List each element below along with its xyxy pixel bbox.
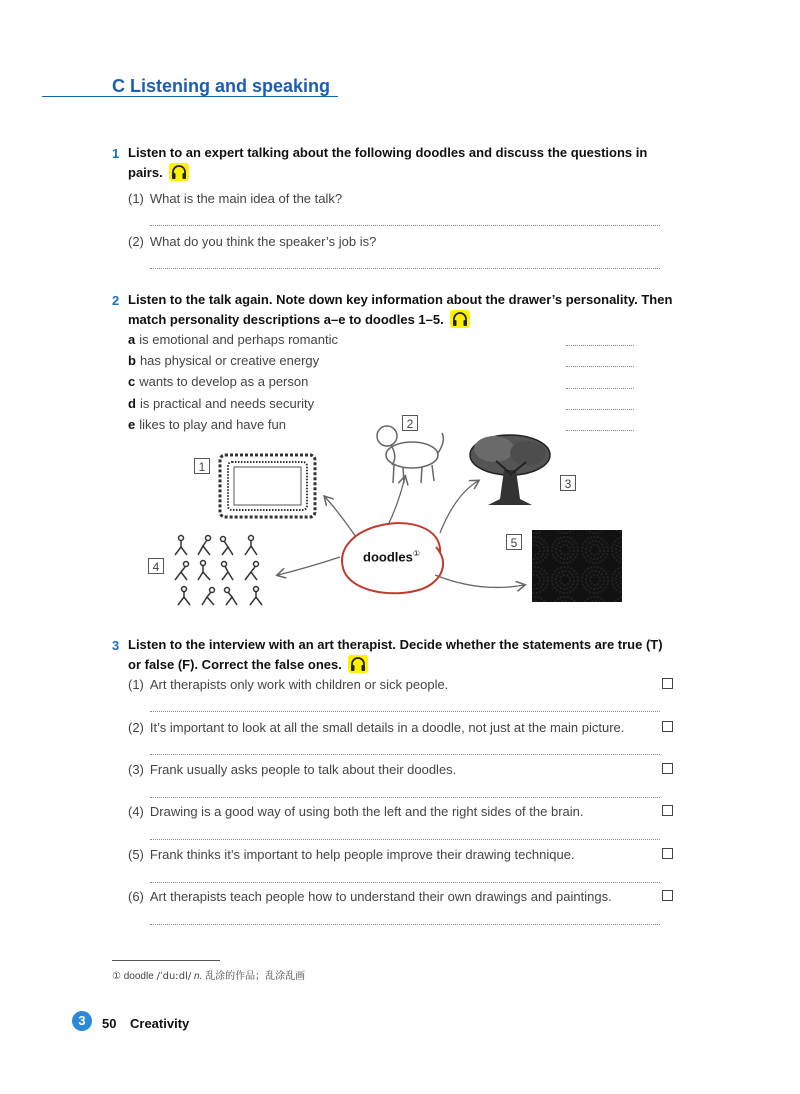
- q3-item-6-text: Art therapists teach people how to understand their own drawings and paintings.: [149, 889, 612, 904]
- q3-item-4-text: Drawing is a good way of using both the left and the right sides of the brain.: [149, 804, 584, 819]
- doodle-5-pattern: [532, 530, 622, 602]
- doodle-4-figures: [175, 536, 262, 606]
- q2-instruction-line1: Listen to the talk again. Note down key information about the drawer’s personality. Then: [128, 292, 673, 307]
- diagram-center-text: doodles: [363, 549, 413, 565]
- q3-correction-line-5[interactable]: [150, 882, 660, 883]
- checkbox-icon[interactable]: [662, 848, 673, 859]
- q2-item-d: [128, 396, 314, 411]
- q1-item-1: [128, 191, 342, 206]
- footnote: [112, 967, 305, 982]
- q2-item-b: [128, 353, 319, 368]
- arrow-icon: [278, 557, 340, 575]
- checkbox-icon[interactable]: [662, 721, 673, 732]
- q2-item-b-text: has physical or creative energy: [139, 353, 320, 368]
- q2-answer-line-c[interactable]: [566, 388, 634, 389]
- footnote-meaning: 乱涂的作品；乱涂乱画: [205, 971, 306, 982]
- q3-item-2: [128, 720, 624, 735]
- q2-instruction: [128, 290, 672, 330]
- q1-instruction-line2: [128, 163, 647, 183]
- footnote-phonetic: /ˈduːdl/: [156, 971, 192, 982]
- checkbox-icon[interactable]: [662, 763, 673, 774]
- q2-answer-line-d[interactable]: [566, 409, 634, 410]
- q2-item-c: [128, 374, 308, 389]
- q3-item-1-text: Art therapists only work with children or sick people.: [149, 677, 449, 692]
- q3-item-3-number: (3): [128, 762, 144, 777]
- checkbox-icon[interactable]: [662, 805, 673, 816]
- diagram-center-footnote-mark: ①: [412, 549, 421, 558]
- checkbox-icon[interactable]: [662, 678, 673, 689]
- q2-item-b-letter: b: [128, 353, 136, 368]
- q3-item-5-number: (5): [128, 847, 144, 862]
- q2-number: 2: [112, 293, 120, 308]
- q1-instruction: [128, 143, 647, 183]
- q2-item-a-text: is emotional and perhaps romantic: [139, 332, 338, 347]
- q3-correction-line-2[interactable]: [150, 754, 660, 755]
- unit-title: Creativity: [130, 1016, 190, 1031]
- footnote-rule: [112, 960, 220, 961]
- doodle-label-2: 2: [402, 415, 418, 431]
- q2-instruction-line2-text: match personality descriptions a–e to doodles 1–5.: [128, 312, 444, 327]
- arrow-icon: [435, 575, 524, 587]
- q3-correction-line-3[interactable]: [150, 797, 660, 798]
- q2-item-a: [128, 332, 338, 347]
- q2-item-c-letter: c: [128, 374, 136, 389]
- q2-answer-line-a[interactable]: [566, 345, 634, 346]
- q1-item-2-text: What do you think the speaker’s job is?: [149, 234, 377, 249]
- footnote-part-of-speech: n.: [194, 971, 203, 982]
- q1-item-2-number: (2): [128, 234, 144, 249]
- q2-answer-line-b[interactable]: [566, 366, 634, 367]
- q3-instruction-line1: Listen to the interview with an art therapist. Decide whether the statements are true (T): [128, 637, 663, 652]
- q1-item-1-number: (1): [128, 191, 144, 206]
- doodle-label-4: 4: [148, 558, 164, 574]
- q1-instruction-line1: Listen to an expert talking about the following doodles and discuss the questions in: [128, 145, 648, 160]
- doodle-1-frame: [220, 455, 315, 517]
- title-underline: [42, 96, 338, 97]
- q2-item-d-letter: d: [128, 396, 136, 411]
- headphones-icon[interactable]: [169, 163, 189, 181]
- footnote-marker: ①: [112, 971, 121, 982]
- unit-badge: 3: [72, 1011, 92, 1031]
- arrow-icon: [388, 477, 405, 525]
- q3-correction-line-6[interactable]: [150, 924, 660, 925]
- doodle-label-1: 1: [194, 458, 210, 474]
- q3-item-2-number: (2): [128, 720, 144, 735]
- q1-item-1-text: What is the main idea of the talk?: [149, 191, 343, 206]
- arrow-icon: [325, 497, 356, 537]
- q3-item-5: [128, 847, 575, 862]
- q3-instruction: [128, 635, 663, 675]
- arrow-icon: [440, 481, 478, 533]
- q2-item-d-text: is practical and needs security: [139, 396, 315, 411]
- q3-item-1-number: (1): [128, 677, 144, 692]
- headphones-icon[interactable]: [348, 655, 368, 673]
- q3-correction-line-4[interactable]: [150, 839, 660, 840]
- doodles-diagram: [160, 415, 640, 615]
- diagram-center-label: [363, 549, 420, 564]
- page-number: 50: [102, 1016, 117, 1031]
- q3-instruction-line2: [128, 655, 663, 675]
- q1-item-2: [128, 234, 376, 249]
- q1-number: 1: [112, 146, 120, 161]
- q2-item-e-letter: e: [128, 417, 136, 432]
- q1-instruction-line2-text: pairs.: [128, 165, 163, 180]
- doodle-label-5: 5: [506, 534, 522, 550]
- q3-item-6-number: (6): [128, 889, 144, 904]
- q3-correction-line-1[interactable]: [150, 711, 660, 712]
- q2-item-c-text: wants to develop as a person: [139, 374, 309, 389]
- doodle-2-poodle: [377, 426, 443, 483]
- q3-item-6: [128, 889, 612, 904]
- q3-item-4: [128, 804, 584, 819]
- footnote-word: doodle: [123, 971, 154, 982]
- q1-answer-line-1[interactable]: [150, 225, 660, 226]
- q3-item-3-text: Frank usually asks people to talk about their doodles.: [149, 762, 457, 777]
- doodle-label-3: 3: [560, 475, 576, 491]
- q3-item-5-text: Frank thinks it’s important to help people improve their drawing technique.: [149, 847, 575, 862]
- q3-number: 3: [112, 638, 120, 653]
- q3-item-1: [128, 677, 448, 692]
- q2-instruction-line2: [128, 310, 672, 330]
- q2-item-e-text: likes to play and have fun: [139, 417, 286, 432]
- q3-item-3: [128, 762, 456, 777]
- q1-answer-line-2[interactable]: [150, 268, 660, 269]
- checkbox-icon[interactable]: [662, 890, 673, 901]
- q3-instruction-line2-text: or false (F). Correct the false ones.: [128, 657, 342, 672]
- q3-item-2-text: It’s important to look at all the small details in a doodle, not just at the main picture.: [149, 720, 625, 735]
- q2-item-a-letter: a: [128, 332, 136, 347]
- headphones-icon[interactable]: [450, 310, 470, 328]
- q3-item-4-number: (4): [128, 804, 144, 819]
- section-title: C Listening and speaking: [112, 76, 331, 96]
- doodle-3-tree: [470, 435, 550, 505]
